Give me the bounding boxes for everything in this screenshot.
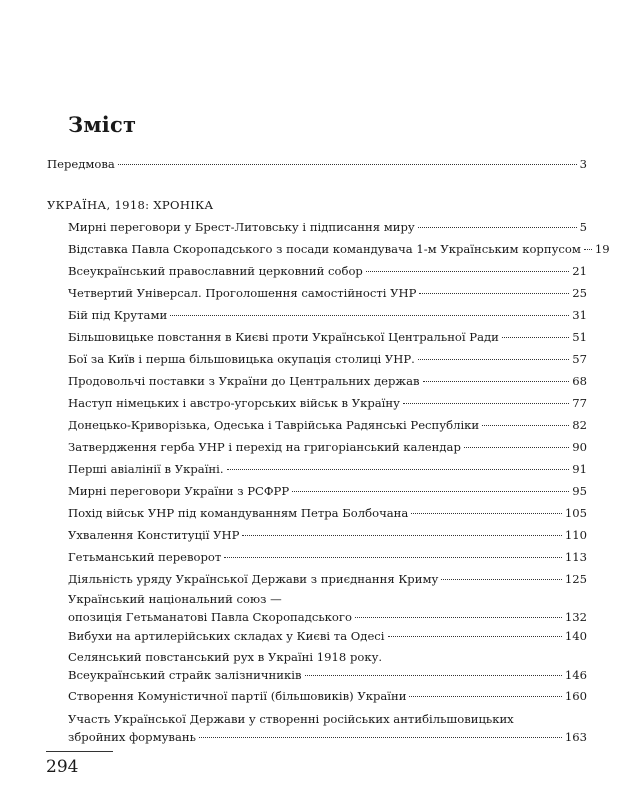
- toc-entry-lastline: [68, 608, 587, 626]
- dot-leader: [403, 403, 569, 404]
- toc-entry-lastline: [68, 548, 587, 566]
- toc-entry-label: Бій під Крутами: [68, 308, 168, 322]
- toc-entry-page: 90: [572, 440, 587, 454]
- toc-entry[interactable]: [68, 648, 587, 684]
- toc-entry[interactable]: [68, 504, 587, 522]
- toc-entry-label: Гетьманський переворот: [68, 550, 222, 564]
- toc-entry-page: 160: [564, 689, 587, 703]
- page-number: 294: [46, 757, 79, 777]
- dot-leader: [227, 469, 570, 470]
- dot-leader: [292, 491, 569, 492]
- toc-entry-lastline: [68, 687, 587, 705]
- toc-entry-page: 31: [572, 308, 587, 322]
- toc-entry[interactable]: [68, 394, 587, 412]
- footer-rule: [46, 751, 113, 752]
- toc-entry-lines: [68, 648, 587, 684]
- toc-entry-label: Створення Комуністичної партії (більшовиків) України: [68, 689, 407, 703]
- contents-title: Зміст: [68, 112, 137, 137]
- toc-entry[interactable]: [68, 590, 587, 626]
- dot-leader: [411, 513, 562, 514]
- toc-entry-label: Вибухи на артилерійських складах у Києві та Одесі: [68, 629, 385, 643]
- toc-entry-label: Мирні переговори України з РСФРР: [68, 484, 290, 498]
- toc-entry-lines: [68, 460, 587, 478]
- toc-entry[interactable]: [68, 710, 587, 746]
- toc-entry[interactable]: [68, 570, 587, 588]
- toc-entry-page: 163: [564, 730, 587, 744]
- dot-leader: [409, 696, 561, 697]
- toc-entry-page: 19: [594, 242, 610, 256]
- toc-entry[interactable]: [68, 350, 587, 368]
- toc-entry-page: 110: [564, 528, 587, 542]
- toc-entry[interactable]: [68, 328, 587, 346]
- toc-entry-lines: [68, 306, 587, 324]
- dot-leader: [418, 227, 577, 228]
- toc-entry-page: 113: [564, 550, 587, 564]
- toc-entry-lastline: [68, 570, 587, 588]
- toc-entry-page: 68: [572, 374, 587, 388]
- toc-entry-page: 140: [564, 629, 587, 643]
- toc-entry[interactable]: [68, 687, 587, 705]
- dot-leader: [502, 337, 569, 338]
- toc-entry-page: 105: [564, 506, 587, 520]
- dot-leader: [584, 249, 592, 250]
- toc-entry-label: Більшовицьке повстання в Києві проти Української Центральної Ради: [68, 330, 499, 344]
- toc-entry-lastline: [68, 460, 587, 478]
- dot-leader: [199, 737, 562, 738]
- toc-entry-page: 91: [572, 462, 587, 476]
- toc-entry-lines: [68, 218, 587, 236]
- toc-entry-label: Передмова: [47, 157, 115, 171]
- dot-leader: [355, 617, 562, 618]
- toc-entry[interactable]: [68, 306, 587, 324]
- toc-entry-label: збройних формувань: [68, 730, 196, 744]
- toc-entry-lastline: [68, 666, 587, 684]
- toc-entry-page: 125: [564, 572, 587, 586]
- toc-entry-page: 25: [572, 286, 587, 300]
- toc-entry-page: 132: [564, 610, 587, 624]
- toc-entry-lines: [68, 372, 587, 390]
- toc-entry[interactable]: [68, 482, 587, 500]
- toc-entry[interactable]: [68, 218, 587, 236]
- toc-entry-lines: [68, 590, 587, 626]
- toc-entry-lastline: [68, 350, 587, 368]
- toc-entry-label: Всеукраїнський страйк залізничників: [68, 668, 302, 682]
- toc-entry-label: Український національний союз —: [68, 592, 282, 606]
- toc-entry-label: Четвертий Універсал. Проголошення самостійності УНР: [68, 286, 417, 300]
- toc-entry[interactable]: [68, 460, 587, 478]
- toc-entry-lines: [68, 627, 587, 645]
- toc-entry-lines: [68, 570, 587, 588]
- toc-entry-lastline: [68, 218, 587, 236]
- toc-entry-label: Наступ німецьких і австро-угорських військ в Україну: [68, 396, 400, 410]
- toc-entry-lines: [68, 328, 587, 346]
- toc-entry-lines: [68, 526, 587, 544]
- toc-entry-label: Діяльність уряду Української Держави з приєднання Криму: [68, 572, 439, 586]
- dot-leader: [419, 293, 569, 294]
- toc-entry[interactable]: [68, 548, 587, 566]
- toc-entry-label: Продовольчі поставки з України до Центральних держав: [68, 374, 420, 388]
- toc-entry-lastline: [68, 627, 587, 645]
- toc-entry-label: Відставка Павла Скоропадського з посади командувача 1-м Українським корпусом: [68, 242, 581, 256]
- toc-entry[interactable]: [68, 372, 587, 390]
- toc-entry-lastline: [68, 328, 587, 346]
- toc-entry-lines: [68, 504, 587, 522]
- toc-entry-label: Мирні переговори у Брест-Литовську і підписання миру: [68, 220, 415, 234]
- toc-entry-lines: [68, 416, 587, 434]
- toc-entry-label: Бої за Київ і перша більшовицька окупація столиці УНР.: [68, 352, 415, 366]
- toc-entry-lines: [68, 482, 587, 500]
- toc-entry-page: 95: [572, 484, 587, 498]
- toc-entry-label: Участь Української Держави у створенні російських антибільшовицьких: [68, 712, 514, 726]
- dot-leader: [423, 381, 570, 382]
- toc-entry[interactable]: [68, 438, 587, 456]
- toc-entry-page: 21: [572, 264, 587, 278]
- toc-entry-label: Всеукраїнський православний церковний собор: [68, 264, 363, 278]
- toc-entry-lastline: [68, 284, 587, 302]
- toc-entry[interactable]: [68, 526, 587, 544]
- toc-entry-lastline: [68, 504, 587, 522]
- dot-leader: [418, 359, 569, 360]
- toc-entry[interactable]: [68, 284, 587, 302]
- toc-entry-page: 5: [579, 220, 587, 234]
- toc-entry-page: 146: [564, 668, 587, 682]
- toc-entry-lastline: [68, 526, 587, 544]
- dot-leader: [464, 447, 569, 448]
- toc-entry[interactable]: [68, 240, 610, 258]
- toc-entry-page: 77: [572, 396, 587, 410]
- toc-entry-lines: [68, 710, 587, 746]
- toc-entry-label: Похід військ УНР під командуванням Петра Болбочана: [68, 506, 409, 520]
- toc-entry-lines: [68, 394, 587, 412]
- toc-entry-lastline: [68, 306, 587, 324]
- toc-entry-lines: [68, 438, 587, 456]
- dot-leader: [366, 271, 569, 272]
- toc-entry-page: 57: [572, 352, 587, 366]
- toc-entry-lastline: [68, 482, 587, 500]
- toc-entry-lines: [68, 262, 587, 280]
- toc-entry-label: Затвердження герба УНР і перехід на григоріанський календар: [68, 440, 461, 454]
- dot-leader: [305, 675, 562, 676]
- toc-entry-preface[interactable]: [47, 155, 587, 173]
- dot-leader: [242, 535, 561, 536]
- dot-leader: [224, 557, 562, 558]
- toc-entry-page: 3: [579, 157, 587, 171]
- toc-entry-lines: [68, 548, 587, 566]
- toc-entry-lastline: [68, 394, 587, 412]
- dot-leader: [388, 636, 562, 637]
- toc-entry-page: 51: [572, 330, 587, 344]
- toc-entry-lines: [68, 350, 587, 368]
- section-heading: УКРАЇНА, 1918: ХРОНІКА: [47, 198, 214, 212]
- dot-leader: [170, 315, 569, 316]
- toc-entry[interactable]: [68, 416, 587, 434]
- toc-entry-lines: [68, 284, 587, 302]
- toc-entry-label: Перші авіалінії в Україні.: [68, 462, 224, 476]
- toc-entry-lines: [68, 240, 610, 258]
- dot-leader: [482, 425, 569, 426]
- toc-entry-label: Селянський повстанський рух в Україні 1918 року.: [68, 650, 383, 664]
- toc-entry[interactable]: [68, 262, 587, 280]
- dot-leader: [118, 164, 577, 165]
- dot-leader: [441, 579, 562, 580]
- toc-entry-label: Донецько-Криворізька, Одеська і Таврійська Радянські Республіки: [68, 418, 480, 432]
- toc-entry-lastline: [68, 728, 587, 746]
- toc-entry-label: опозиція Гетьманатові Павла Скоропадського: [68, 610, 352, 624]
- toc-entry-page: 82: [572, 418, 587, 432]
- toc-entry-lastline: [68, 240, 610, 258]
- toc-entry-lastline: [68, 372, 587, 390]
- toc-entry-lastline: [68, 416, 587, 434]
- toc-entry-label: Ухвалення Конституції УНР: [68, 528, 240, 542]
- toc-entry-lastline: [68, 262, 587, 280]
- toc-entry-lastline: [68, 438, 587, 456]
- toc-entry-lines: [68, 687, 587, 705]
- toc-entry[interactable]: [68, 627, 587, 645]
